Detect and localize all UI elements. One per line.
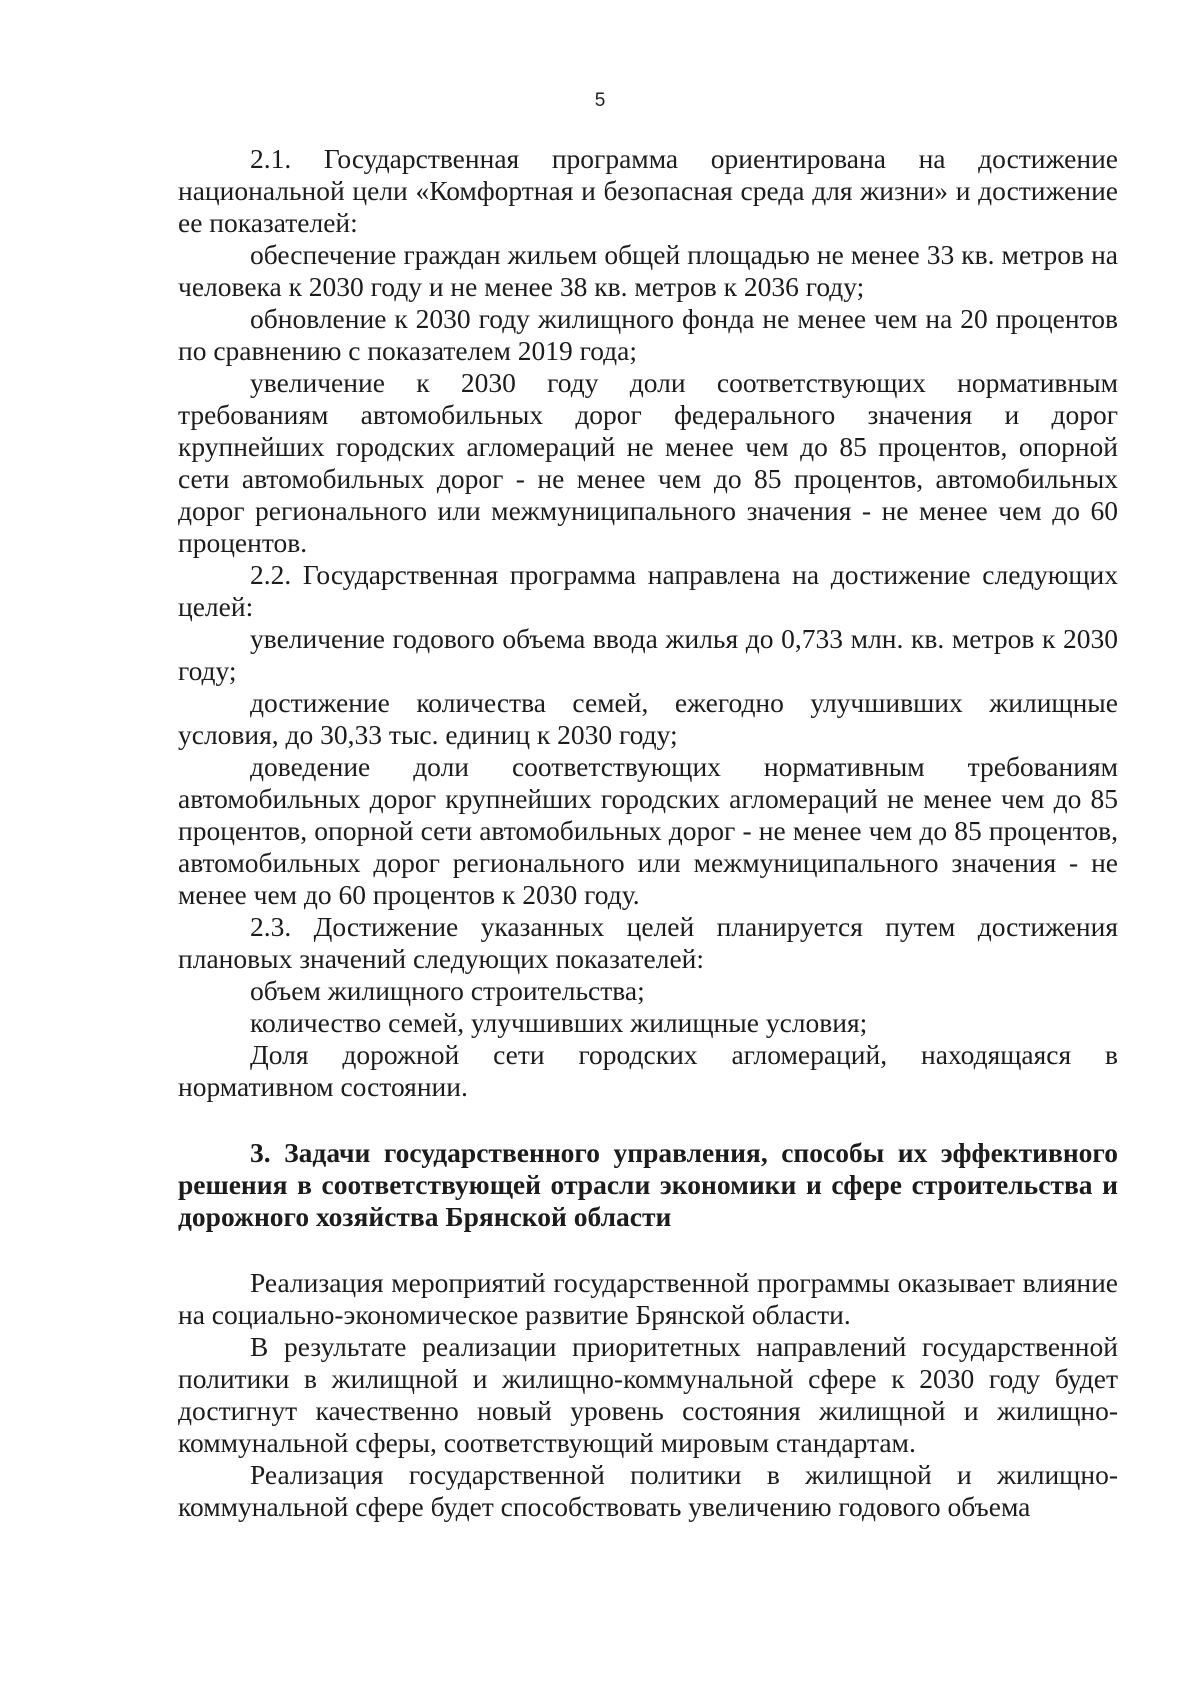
paragraph: увеличение годового объема ввода жилья до 0,733 млн. кв. метров к 2030 году; — [178, 623, 1118, 686]
page-number: 5 — [594, 90, 606, 111]
paragraph: обновление к 2030 году жилищного фонда не менее чем на 20 процентов по сравнению с показателем 2019 года; — [178, 303, 1118, 366]
paragraph: объем жилищного строительства; — [250, 975, 645, 1006]
section-heading: 3. Задачи государственного управления, способы их эффективного решения в соответствующей отрасли экономики и сфере строительства и дорожного хозяйства Брянской области — [178, 1137, 1118, 1232]
paragraph: 2.3. Достижение указанных целей планируется путем достижения плановых значений следующих показателей: — [178, 911, 1118, 974]
paragraph: обеспечение граждан жильем общей площадью не менее 33 кв. метров на человека к 2030 году и не менее 38 кв. метров к 2036 году; — [178, 239, 1118, 302]
paragraph: В результате реализации приоритетных направлений государственной политики в жилищной и жилищно-коммунальной сфере к 2030 году будет достигнут качественно новый уровень состояния жилищной и жилищно-коммунальной сферы, соответствующий мировым стандартам. — [178, 1331, 1118, 1458]
paragraph: достижение количества семей, ежегодно улучшивших жилищные условия, до 30,33 тыс. единиц к 2030 году; — [178, 687, 1118, 750]
paragraph: количество семей, улучшивших жилищные условия; — [250, 1007, 868, 1038]
document-body — [178, 143, 1118, 1523]
paragraph: Реализация государственной политики в жилищной и жилищно-коммунальной сфере будет способствовать увеличению годового объема — [178, 1459, 1118, 1522]
paragraph: 2.2. Государственная программа направлена на достижение следующих целей: — [178, 559, 1118, 622]
paragraph: доведение доли соответствующих нормативным требованиям автомобильных дорог крупнейших городских агломераций не менее чем до 85 процентов, опорной сети автомобильных дорог - не менее чем до 85 процентов, автомобильных дорог регионального или межмуниципального значения - не менее чем до 60 процентов к 2030 году. — [178, 751, 1118, 910]
paragraph: увеличение к 2030 году доли соответствующих нормативным требованиям автомобильных дорог федерального значения и дорог крупнейших городских агломераций не менее чем до 85 процентов, опорной сети автомобильных дорог - не менее чем до 85 процентов, автомобильных дорог регионального или межмуниципального значения - не менее чем до 60 процентов. — [178, 367, 1118, 558]
paragraph: Доля дорожной сети городских агломераций, находящаяся в нормативном состоянии. — [178, 1039, 1118, 1102]
paragraph: Реализация мероприятий государственной программы оказывает влияние на социально-экономическое развитие Брянской области. — [178, 1267, 1118, 1330]
paragraph: 2.1. Государственная программа ориентирована на достижение национальной цели «Комфортная и безопасная среда для жизни» и достижение ее показателей: — [178, 143, 1118, 238]
